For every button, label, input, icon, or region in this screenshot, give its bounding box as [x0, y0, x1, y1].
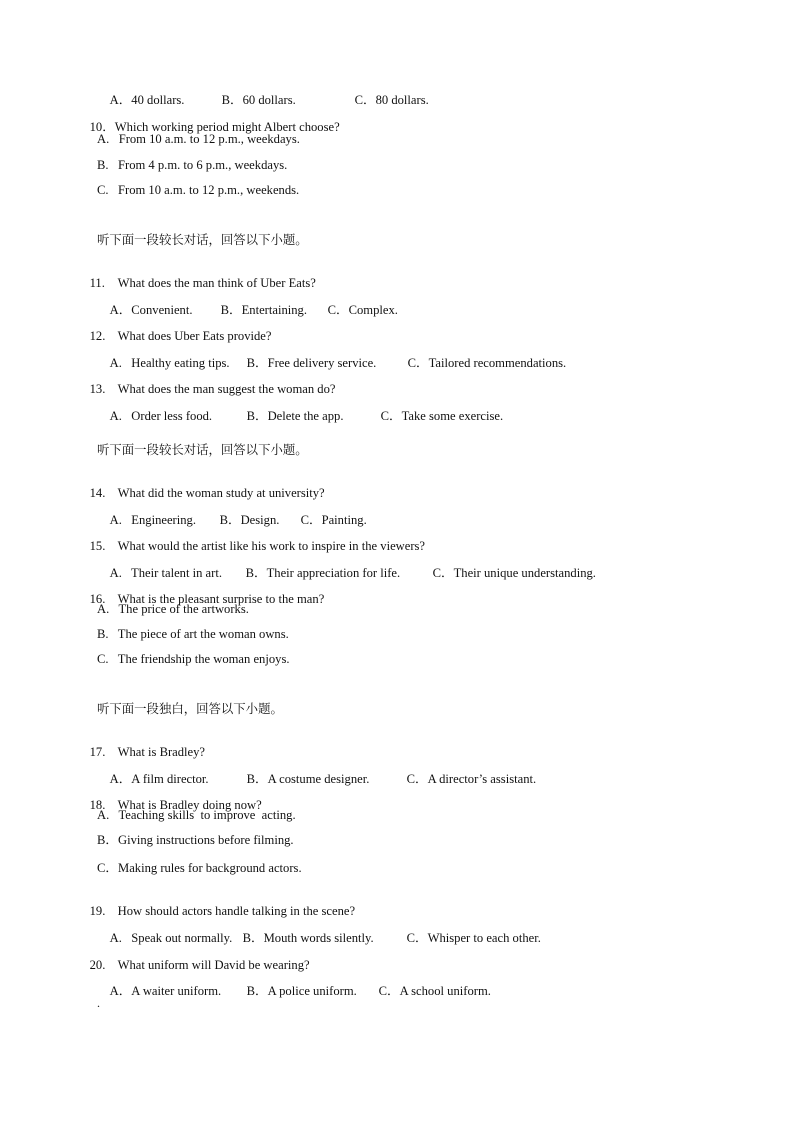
q12-options: [97, 339, 567, 370]
q15-option-b: B．Their appreciation for life.: [245, 566, 401, 580]
q14-number: 14.: [89, 486, 106, 500]
q14-option-a: A. Engineering.: [109, 513, 196, 527]
q19-text: How should actors handle talking in the scene?: [117, 904, 356, 918]
q20-option-b: B．A police uniform.: [246, 984, 357, 998]
q11-stem: [77, 259, 316, 290]
q13-option-c: C．Take some exercise.: [380, 409, 504, 423]
q20-options: [97, 967, 491, 998]
q10-stem: [77, 103, 340, 134]
q12-number: 12.: [89, 329, 106, 343]
q14-option-c: C．Painting.: [300, 513, 367, 527]
q11-option-a: A．Convenient.: [109, 303, 193, 317]
q17-option-c: C．A director’s assistant.: [406, 772, 537, 786]
q14-text: What did the woman study at university?: [117, 486, 325, 500]
q9-option-c: C．80 dollars.: [354, 93, 429, 107]
q16-stem: [77, 575, 325, 606]
q13-number: 13.: [89, 382, 106, 396]
q20-number: 20.: [89, 958, 106, 972]
q19-stem: [77, 887, 356, 918]
q16-option-c: C. The friendship the woman enjoys.: [97, 652, 290, 666]
q16-option-a: A. The price of the artworks.: [97, 602, 249, 616]
q15-stem: [77, 522, 426, 553]
q9-option-a: A．40 dollars.: [109, 93, 185, 107]
section-heading-3: 听下面一段独白，回答以下小题。: [97, 701, 283, 716]
q12-option-a: A. Healthy eating tips.: [109, 356, 230, 370]
q11-text: What does the man think of Uber Eats?: [117, 276, 316, 290]
q9-option-b: B．60 dollars.: [221, 93, 296, 107]
q15-option-a: A. Their talent in art.: [109, 566, 222, 580]
q11-number: 11.: [89, 276, 105, 290]
q15-number: 15.: [89, 539, 106, 553]
q19-number: 19.: [89, 904, 106, 918]
q15-text: What would the artist like his work to inspire in the viewers?: [117, 539, 426, 553]
q13-text: What does the man suggest the woman do?: [117, 382, 336, 396]
q12-option-b: B．Free delivery service.: [246, 356, 377, 370]
q19-option-a: A. Speak out normally.: [109, 931, 233, 945]
q12-option-c: C．Tailored recommendations.: [407, 356, 567, 370]
q10-text: Which working period might Albert choose?: [114, 120, 340, 134]
q12-stem: [77, 312, 272, 343]
q16-text: What is the pleasant surprise to the man?: [117, 592, 325, 606]
q14-stem: [77, 469, 325, 500]
q19-option-c: C．Whisper to each other.: [406, 931, 541, 945]
q10-option-a: A. From 10 a.m. to 12 p.m., weekdays.: [97, 132, 300, 146]
q13-stem: [77, 365, 336, 396]
q20-stem: [77, 941, 310, 972]
q18-stem: [77, 781, 262, 812]
q17-number: 17.: [89, 745, 106, 759]
q10-option-b: B. From 4 p.m. to 6 p.m., weekdays.: [97, 158, 288, 172]
q9-options: [97, 76, 429, 107]
q12-text: What does Uber Eats provide?: [117, 329, 272, 343]
section-heading-2: 听下面一段较长对话，回答以下小题。: [97, 442, 308, 457]
q18-option-c: C．Making rules for background actors.: [97, 861, 302, 875]
q17-option-b: B．A costume designer.: [246, 772, 370, 786]
q20-option-a: A．A waiter uniform.: [109, 984, 222, 998]
q13-option-b: B．Delete the app.: [246, 409, 344, 423]
q17-text: What is Bradley?: [117, 745, 206, 759]
q17-options: [97, 755, 537, 786]
q18-number: 18.: [89, 798, 106, 812]
q20-text: What uniform will David be wearing?: [117, 958, 310, 972]
q16-option-b: B. The piece of art the woman owns.: [97, 627, 289, 641]
end-mark: .: [97, 996, 100, 1010]
q11-option-c: C．Complex.: [327, 303, 398, 317]
q10-number: 10．: [89, 120, 115, 134]
q14-option-b: B．Design.: [219, 513, 280, 527]
q13-option-a: A. Order less food.: [109, 409, 213, 423]
q20-option-c: C．A school uniform.: [378, 984, 491, 998]
q19-options: [97, 914, 541, 945]
q17-stem: [77, 728, 206, 759]
q18-option-a: A. Teaching skills to improve acting.: [97, 808, 296, 822]
q16-number: 16.: [89, 592, 106, 606]
section-heading-1: 听下面一段较长对话，回答以下小题。: [97, 232, 308, 247]
q11-options: [97, 286, 398, 317]
q14-options: [97, 496, 367, 527]
q18-text: What is Bradley doing now?: [117, 798, 262, 812]
q15-options: [97, 549, 596, 580]
q19-option-b: B．Mouth words silently.: [242, 931, 374, 945]
q17-option-a: A．A film director.: [109, 772, 209, 786]
q15-option-c: C．Their unique understanding.: [432, 566, 596, 580]
q10-option-c: C. From 10 a.m. to 12 p.m., weekends.: [97, 183, 300, 197]
q18-option-b: B．Giving instructions before filming.: [97, 833, 294, 847]
q13-options: [97, 392, 504, 423]
q11-option-b: B．Entertaining.: [220, 303, 307, 317]
